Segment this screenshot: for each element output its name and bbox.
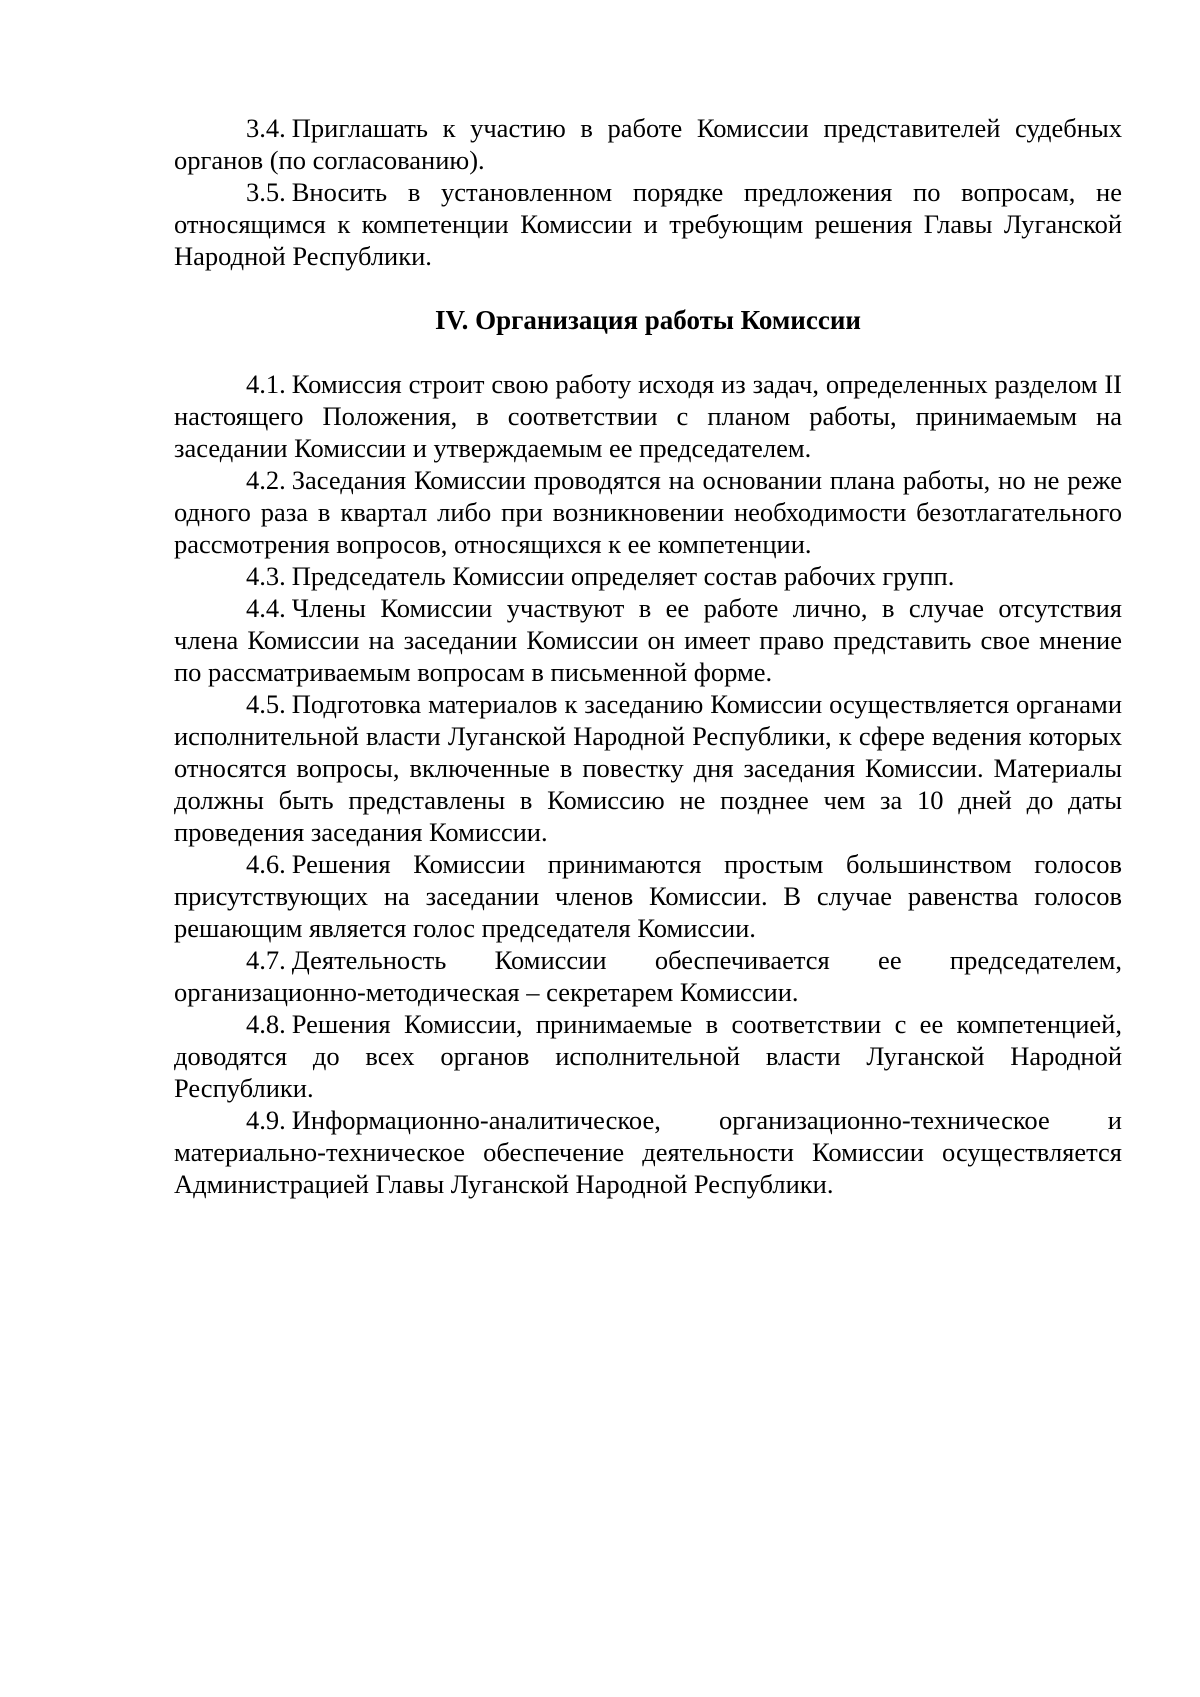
paragraph-4-1 [174, 368, 1122, 464]
paragraph-4-7 [174, 944, 1122, 1008]
paragraph-text: Члены Комиссии участвуют в ее работе лично, в случае отсутствия члена Комиссии на заседании Комиссии он имеет право представить свое мнение по рассматриваемым вопросам в письменной форме. [174, 593, 1122, 687]
paragraph-4-2 [174, 464, 1122, 560]
document-page [174, 112, 1122, 1200]
section-heading: IV. Организация работы Комиссии [435, 305, 861, 335]
paragraph-number: 4.8. [246, 1009, 286, 1039]
paragraph-text: Вносить в установленном порядке предложения по вопросам, не относящимся к компетенции Комиссии и требующим решения Главы Луганской Народной Республики. [174, 177, 1122, 271]
paragraph-text: Приглашать к участию в работе Комиссии представителей судебных органов (по согласованию). [174, 113, 1122, 175]
paragraph-number: 3.4. [246, 113, 286, 143]
paragraph-text: Деятельность Комиссии обеспечивается ее председателем, организационно-методическая – секретарем Комиссии. [174, 945, 1122, 1007]
paragraph-4-6 [174, 848, 1122, 944]
paragraph-4-9 [174, 1104, 1122, 1200]
paragraph-3-5 [174, 176, 1122, 272]
paragraph-4-8 [174, 1008, 1122, 1104]
paragraph-4-5 [174, 688, 1122, 848]
paragraph-text: Информационно-аналитическое, организационно-техническое и материально-техническое обеспечение деятельности Комиссии осуществляется Администрацией Главы Луганской Народной Республики. [174, 1105, 1122, 1199]
paragraph-text: Заседания Комиссии проводятся на основании плана работы, но не реже одного раза в квартал либо при возникновении необходимости безотлагательного рассмотрения вопросов, относящихся к ее компетенции. [174, 465, 1122, 559]
paragraph-text: Решения Комиссии, принимаемые в соответствии с ее компетенцией, доводятся до всех органов исполнительной власти Луганской Народной Республики. [174, 1009, 1122, 1103]
paragraph-number: 4.3. [246, 561, 286, 591]
paragraph-number: 4.7. [246, 945, 286, 975]
paragraph-4-3 [174, 560, 1122, 592]
paragraph-number: 4.4. [246, 593, 286, 623]
paragraph-number: 4.6. [246, 849, 286, 879]
paragraph-3-4 [174, 112, 1122, 176]
paragraph-number: 4.9. [246, 1105, 286, 1135]
paragraph-number: 4.1. [246, 369, 286, 399]
paragraph-number: 4.2. [246, 465, 286, 495]
paragraph-number: 4.5. [246, 689, 286, 719]
paragraph-number: 3.5. [246, 177, 286, 207]
paragraph-text: Комиссия строит свою работу исходя из задач, определенных разделом II настоящего Положения, в соответствии с планом работы, принимаемым на заседании Комиссии и утверждаемым ее председателем. [174, 369, 1122, 463]
paragraph-4-4 [174, 592, 1122, 688]
paragraph-text: Решения Комиссии принимаются простым большинством голосов присутствующих на заседании членов Комиссии. В случае равенства голосов решающим является голос председателя Комиссии. [174, 849, 1122, 943]
paragraph-text: Председатель Комиссии определяет состав рабочих групп. [291, 561, 955, 591]
paragraph-text: Подготовка материалов к заседанию Комиссии осуществляется органами исполнительной власти Луганской Народной Республики, к сфере ведения которых относятся вопросы, включенные в повестку дня заседания Комиссии. Материалы должны быть представлены в Комиссию не позднее чем за 10 дней до даты проведения заседания Комиссии. [174, 689, 1122, 847]
